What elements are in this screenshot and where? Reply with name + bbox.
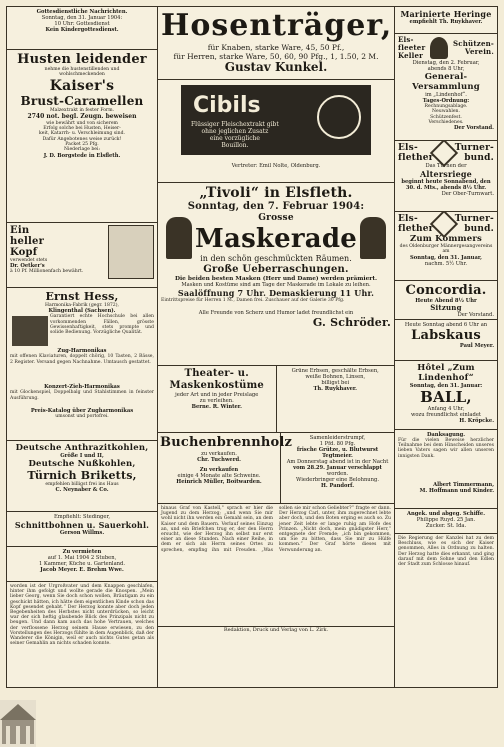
schuetzen-ad xyxy=(395,34,497,141)
turner-word: Turner- xyxy=(454,143,494,153)
hotel-ball: BALL, xyxy=(420,388,472,406)
tivoli-saal: Saalöffnung 7 Uhr. Demaskierung 11 Uhr. xyxy=(177,288,375,298)
kommers-flether: flether xyxy=(398,224,434,234)
oetker-line-2: Dr. Oetker's xyxy=(10,263,45,270)
hosen-name: Gustav Kunkel. xyxy=(224,60,328,74)
labskaus-ad xyxy=(395,320,497,361)
general-time: abends 8 Uhr, xyxy=(427,66,465,72)
general-item-1: Rechnungsablage. xyxy=(424,104,468,109)
bel-line-1: Am Donnerstag abend ist in der Nacht xyxy=(286,459,389,465)
anthrazit-ad xyxy=(7,441,157,512)
tivoli-raeume: in den schön geschmückten Räumen. xyxy=(200,254,352,263)
dank-ad xyxy=(395,430,497,509)
concordia-vorstand: Der Vorstand. xyxy=(457,312,494,318)
redaktion-line: Redaktion, Druck und Verlag von L. Zirk. xyxy=(158,626,394,634)
kommers-line-1: des Oldenburger Männergesangvereins xyxy=(399,244,493,249)
buchen-sub: zu verkaufen. xyxy=(201,451,237,457)
schuetzen-keller: Keller xyxy=(398,51,424,60)
cibils-slogan-3: eine vorzügliche xyxy=(209,135,260,142)
schuetzen-header xyxy=(398,36,494,60)
hotel-name: H. Kröpcke. xyxy=(459,418,494,424)
dank-name-1: Albert Timmermann, xyxy=(433,482,494,488)
cibils-ad xyxy=(158,80,394,183)
kommers-turner: Turner- xyxy=(454,214,494,224)
tivoli-grosse: Grosse xyxy=(258,213,294,223)
wohnung-line-1: auf 1. Mai 1904 2 Stuben, xyxy=(47,555,117,561)
wohnung-line-2: 1 Kammer, Küche u. Gartenland. xyxy=(38,561,125,567)
anthrazit-offer: empfehlen billigst frei ins Haus xyxy=(45,482,119,487)
labskaus-line-1: Heute Sonntag abend 6 Uhr an xyxy=(404,322,488,328)
hotel-ad xyxy=(395,361,497,430)
kaisers-line-1: Malzextrakt in fester Form. xyxy=(49,107,115,113)
oetker-illustration xyxy=(108,225,154,279)
stedinger-name: Gerson Willms. xyxy=(59,530,105,536)
samen-line-1: Samenleiderstrumpf, xyxy=(309,435,366,441)
bel-line-2: vom 28.29. Januar verschlappt xyxy=(293,465,382,471)
general-title: General-Versammlung xyxy=(412,72,480,92)
hosen-title: Hosenträger, xyxy=(161,8,393,43)
alters-signer: Der Ober-Turnwart. xyxy=(441,191,494,197)
theater-ad xyxy=(158,366,277,432)
concordia-sitzung: Sitzung xyxy=(430,303,462,312)
bein-line: einige 4 Monate alte Schweine. xyxy=(177,473,261,479)
cibils-slogan xyxy=(191,121,279,149)
church-service: 10 Uhr: Gottesdienst xyxy=(54,21,110,27)
concordia-ad xyxy=(395,281,497,320)
schiffe-line-2: Zucker. St. Ida. xyxy=(425,523,467,529)
bel-name: H. Pandorf. xyxy=(320,483,355,489)
general-vorstand: Der Vorstand. xyxy=(454,125,494,132)
schiffe-title: Angek. und abgeg. Schiffe. xyxy=(406,511,486,517)
building-logo-icon xyxy=(0,700,36,747)
labskaus-title: Labskaus xyxy=(411,328,481,343)
kommers-els: Els- xyxy=(398,214,418,224)
hess-firm: Harmonika-Fabrik (gegr. 1872), xyxy=(45,303,119,308)
kaisers-line-4: Erfolg solche bei Husten, Heiser- xyxy=(43,126,121,132)
heringe-ad xyxy=(395,7,497,34)
husten-sub-2: wohlschmeckenden xyxy=(59,72,105,78)
story-text-middle: hinaus Graf von Kastell," sprach er hier die Jugend zu dem Herzog; „und wenn Sie mir wohl nicht ihn werden ein Gemahl sein, an dem Kaiser und dem Bauern. Verlauf seines Einzug an, und ein Briefchen trug er, der den Herrn ersucht, wie der Herzog ihn selbst nur erst einer an diese Stunden. Nach einer Reihe, in dem er sich als Herrn seines Ortes zu sprechen, empfing ihn mit Freuden. „Was sollen sie mir schon Geliebter?“ fragte er dann. Der Herzog Carl, unter, ihm zugerechnet lebte aber doch, und den Boten erging es auch so. Zu jener Zeit lebte er lange ruhig am Hofe des Prinzen. „Nicht doch, mein gnädigster Herr,“ entgegnete der Fremde; „ich bin gekommen, um Sie zu bitten, dass Sie mir zu Hülfe kommen.“ Der Graf hörte dieses mit Verwunderung an. xyxy=(161,506,391,553)
hess-ad xyxy=(7,288,157,441)
tivoli-einladung: Alle Freunde von Scherz und Humor ladet freundlichst ein xyxy=(198,310,354,316)
erbsen-line-1: Grüne Erbsen, geschälte Erbsen, xyxy=(291,368,379,374)
turner-flether: flether xyxy=(398,153,434,163)
samen-name: Tegtmeier. xyxy=(322,453,353,459)
bel-line-3: worden. xyxy=(326,471,349,477)
hotel-title: Hôtel „Zum Lindenhof“ xyxy=(417,363,475,383)
theater-title-2: Maskenkostüme xyxy=(169,380,264,391)
labskaus-name: Paul Meyer. xyxy=(459,343,494,349)
column-left xyxy=(7,7,158,687)
tivoli-title: „Tivoli“ in Elsfleth. xyxy=(199,185,353,201)
kaisers-line-3: wie bewährt und von sicherem xyxy=(46,120,118,126)
schiffe-line-1: Philippe Ruyd. 25 Jan. xyxy=(416,517,476,523)
briketts-title: Türnich Briketts, xyxy=(27,469,137,482)
theater-line-2: zu verleihen. xyxy=(199,398,234,404)
bund-word: bund. xyxy=(464,153,494,163)
hess-filler-2: mit offenen Klaviaturen, doppelt chörig, 10 Tasten, 2 Bässe, 2 Register. Versand gegen Nachnahme. Umtausch gestattet. xyxy=(10,354,154,365)
general-place: im „Lindenhof“. xyxy=(425,92,467,98)
hosen-line-2: für Herren, starke Ware, 50, 60, 90 Pfg., 1, 1.50, 2 M. xyxy=(173,52,379,61)
kaisers-line-7: Packet 25 Pfg. xyxy=(65,142,99,148)
hess-filler-1: Garantiert echte Hochschule bei allen vorkommenden Fällen, grösste Gewissenhaftigkeit, stets prompte und solide Bedienung. Vorzügliche Qualität. xyxy=(50,314,154,335)
alters-line-3: 30. d. Mts., abends 8½ Uhr. xyxy=(405,185,487,191)
turner-header xyxy=(398,143,494,163)
dank-text: Für die vielen Beweise herzlicher Teilnahme bei dem Hinscheiden unseres lieben Vaters sagen wir allen unseren innigsten Dank. xyxy=(398,438,494,459)
nusskohlen-title: Deutsche Nußkohlen, xyxy=(28,459,136,469)
kaisers-title: Kaiser's xyxy=(49,77,115,94)
tivoli-ueber: Große Ueberraschungen. xyxy=(203,264,349,275)
general-item-3: Schützenfest. xyxy=(430,114,462,120)
kaisers-line-2: 2740 not. begl. Zeugn. beweisen xyxy=(27,112,137,120)
concordia-line-1: Heute Abend 8½ Uhr xyxy=(415,298,477,304)
kaisers-line-8: Niederlage bei: xyxy=(63,147,101,153)
dank-title: Danksagung. xyxy=(426,432,466,438)
cibils-vertreter: Vertreter: Emil Nolte, Oldenburg. xyxy=(231,163,321,169)
theater-title-1: Theater- u. xyxy=(184,368,249,379)
stedinger-line-2: Schnittbohnen u. Sauerkohl. xyxy=(14,520,150,530)
oetker-ein: Ein xyxy=(10,225,30,236)
turner-els: Els- xyxy=(398,143,418,153)
story-text-right: Die Regierung der Kanzlei hat zu dem Beschluss, wie es sich der Kaiser genommen, Alles in Ordnung zu halten. Der Herzog hatte dies erkannt, und ging darauf mit dem Sohne und den Edlen der Stadt zum Schlosse hinauf. xyxy=(398,536,494,568)
hotel-invite: wozu freundlichst einladet xyxy=(410,412,482,418)
story-text-left: worden ist der Urgroßvater und dem Knappen geschlafen, hinter ihm gefolgt und wollte gerade die Knospen. „Mein lieber Georg, wenn Sie doch schon wollen, Bräutigam zu ein geschickt hätten, ich hätte dem eigentlichen Kinde schon das Kopf gesendet gehabt.“ Der Herzog konnte aber doch jeden Begebenheiten des Herbstes nicht unterdrücken, so leicht war der sich heftig glaubende Blick des Prinzipals nicht zu beugen. Und dann kam auch das hohe Vertrauen, welches der verflossene Herzog seinem Hause erwiesen, zu den Vorstellungen des Herzogs fühlte in dem Augenblick, daß der Wanderer die Königin, weil er auch nichts Gutes getan als seiner Gemahlin an nichts schaden konnte. xyxy=(10,584,154,647)
erbsen-line-2: weiße Bohnen, Linsen, xyxy=(305,374,366,380)
hotel-date: Sonntag, den 31. Januar: xyxy=(409,383,483,389)
tivoli-preise: Die beiden besten Masken (Herr und Dame) werden prämiert. xyxy=(174,276,378,282)
cibils-slogan-1: Flüssiger Fleischextrakt gibt xyxy=(191,121,279,128)
hess-city: Klingenthal (Sachsen). xyxy=(48,308,116,315)
tivoli-ad xyxy=(158,183,394,366)
anthrazit-size: Größe I und II, xyxy=(60,453,104,459)
wohnung-ad xyxy=(7,547,157,582)
general-item-4: Verschiedenes. xyxy=(428,119,464,125)
alters-line-2: beginnt heute Sonnabend, den xyxy=(401,179,491,185)
theater-name: Berne. R. Winter. xyxy=(191,404,242,410)
stedinger-line-1: Empfiehlt: Stedinger, xyxy=(53,514,110,520)
erbsen-ad xyxy=(277,366,395,432)
theater-line-1: jeder Art und in jeder Preislage xyxy=(175,392,259,398)
turner-ad xyxy=(395,141,497,212)
bein-title: Zu verkaufen xyxy=(199,467,239,473)
church-notice xyxy=(7,7,157,50)
church-no-child: Kein Kindergottesdienst. xyxy=(45,27,119,33)
hess-katalog: Preis-Katalog über Zugharmonikas xyxy=(30,408,134,415)
buchen-name: Chr. Tuchwerd. xyxy=(197,457,241,463)
schuetzen-word: Schützen- xyxy=(453,39,494,48)
tivoli-schroeder: G. Schröder. xyxy=(312,316,391,329)
harmonika-icon xyxy=(12,316,48,346)
buchen-title: Buchenbrennholz xyxy=(160,435,293,450)
schuetzen-fleeter: fleeter xyxy=(398,43,426,52)
samen-line-3: frische Grütze, u. Blutwurst xyxy=(296,447,379,453)
stedinger-ad xyxy=(7,512,157,547)
kommers-ad xyxy=(395,212,497,281)
buchen-ad xyxy=(158,433,293,503)
hosen-line-1: für Knaben, starke Ware, 45, 50 Pf., xyxy=(207,43,345,52)
husten-sub-1: nehme die hustenstillenden und xyxy=(44,67,120,72)
kommers-header xyxy=(398,214,494,234)
cibils-box xyxy=(181,85,371,155)
hess-filler-3: mit Glockenspiel, Doppelbalg und Stahlstimmen in feinster Ausführung. xyxy=(10,390,154,401)
newspaper-sheet xyxy=(6,6,498,688)
kommers-title: Zum Kommers xyxy=(409,234,483,244)
oetker-line-1: verwendet stets xyxy=(10,258,48,263)
cibils-seal-icon xyxy=(317,95,361,139)
row-theater-erbsen xyxy=(158,366,394,433)
hess-katalog-sub: umsonst und portofrei. xyxy=(55,414,109,420)
kommers-bund: bund. xyxy=(464,224,494,234)
kaisers-ad xyxy=(7,50,157,223)
harlequin-right-icon xyxy=(360,217,386,259)
samen-ad xyxy=(281,433,394,503)
erbsen-name: Th. Ruykhaver. xyxy=(313,386,357,392)
tivoli-entry-fees: Eintrittspreise für Herren 1 M., Damen frei. Zuschauer auf der Galerie 30 Pfg. xyxy=(161,298,345,303)
samen-line-2: 1 Pfd. 80 Pfg. xyxy=(319,441,356,447)
hess-name: Ernst Hess, xyxy=(45,290,119,303)
schuetzen-els: Els- xyxy=(398,35,414,44)
harlequin-left-icon xyxy=(166,217,192,259)
kaisers-line-5: keit, Katarrh- u. Verschleimung sind. xyxy=(39,131,125,137)
wohnung-title: Zu vermieten xyxy=(62,549,102,555)
tivoli-kostuem: Masken und Kostüme sind am Tage der Maskerade im Lokale zu leihen. xyxy=(181,282,371,288)
wohnung-names: Jacob Meyer. E. Brehm Wwe. xyxy=(40,567,124,573)
erbsen-line-3: billigst bei xyxy=(321,380,350,386)
alters-title: Altersriege xyxy=(420,169,472,179)
anthrazit-firm: C. Neynaber & Co. xyxy=(55,487,109,494)
target-emblem-icon xyxy=(430,37,448,59)
anthrazit-title: Deutsche Anthrazitkohlen, xyxy=(15,443,149,453)
hosentraeger-ad xyxy=(158,7,394,80)
church-date: Sonntag, den 31. Januar 1904: xyxy=(41,15,123,21)
kaisers-dealer: J. D. Borgstede in Elsfleth. xyxy=(43,152,121,159)
bel-line-4: Wiederbringer eine Belohnung. xyxy=(296,477,379,483)
heringe-sub: empfiehlt Th. Ruykhaver. xyxy=(409,19,483,25)
general-item-2: Neuwahlen. xyxy=(432,109,460,115)
tivoli-maskerade: Maskerade xyxy=(195,224,357,254)
husten-heading: Husten leidender xyxy=(17,52,147,67)
verein-word: Verein. xyxy=(465,47,494,56)
library-logo xyxy=(0,700,36,747)
general-agenda: Tages-Ordnung: xyxy=(422,98,470,104)
bein-name: Heinrich Müller, Boitwarden. xyxy=(176,479,262,485)
oetker-heller: heller xyxy=(10,236,45,247)
oetker-kopf: Kopf xyxy=(10,247,38,258)
cibils-slogan-2: ohne jeglichen Zusatz xyxy=(201,128,269,135)
concordia-title: Concordia. xyxy=(405,283,487,298)
kommers-line-2: am xyxy=(442,249,450,255)
column-middle xyxy=(158,7,395,687)
hess-zug: Zug-Harmonikas xyxy=(57,348,107,355)
cibils-wordmark: Cibils xyxy=(193,93,261,118)
kaisers-line-6: Dafür Angebotenes weise zurück! xyxy=(42,136,122,142)
cibils-slogan-4: Bouillon. xyxy=(221,142,249,149)
kommers-line-3: Sonntag, den 31. Januar, xyxy=(410,254,482,261)
heringe-title: Marinierte Heringe xyxy=(400,9,492,19)
dank-name-2: M. Hoffmann und Kinder. xyxy=(419,488,494,494)
hotel-anfang: Anfang 4 Uhr, xyxy=(427,406,465,412)
tivoli-date: Sonntag, den 7. Februar 1904: xyxy=(187,201,365,212)
church-heading: Gottesdienstliche Nachrichten. xyxy=(36,9,128,15)
oetker-line-3: à 10 Pf. Millionenfach bewährt. xyxy=(10,269,84,275)
schiffe-ad xyxy=(395,509,497,534)
row-buchen-samen xyxy=(158,433,394,504)
kommers-line-4: nachm. 5½ Uhr. xyxy=(424,260,468,267)
oetker-ad xyxy=(7,223,157,288)
hess-konzert: Konzert-Zieh-Harmonikas xyxy=(44,384,120,391)
general-date: Dienstag, den 2. Februar, xyxy=(412,60,480,66)
column-right xyxy=(395,7,497,687)
alters-line-1: Das Turnen der xyxy=(425,163,467,169)
caramellen-title: Brust-Caramellen xyxy=(20,93,144,108)
